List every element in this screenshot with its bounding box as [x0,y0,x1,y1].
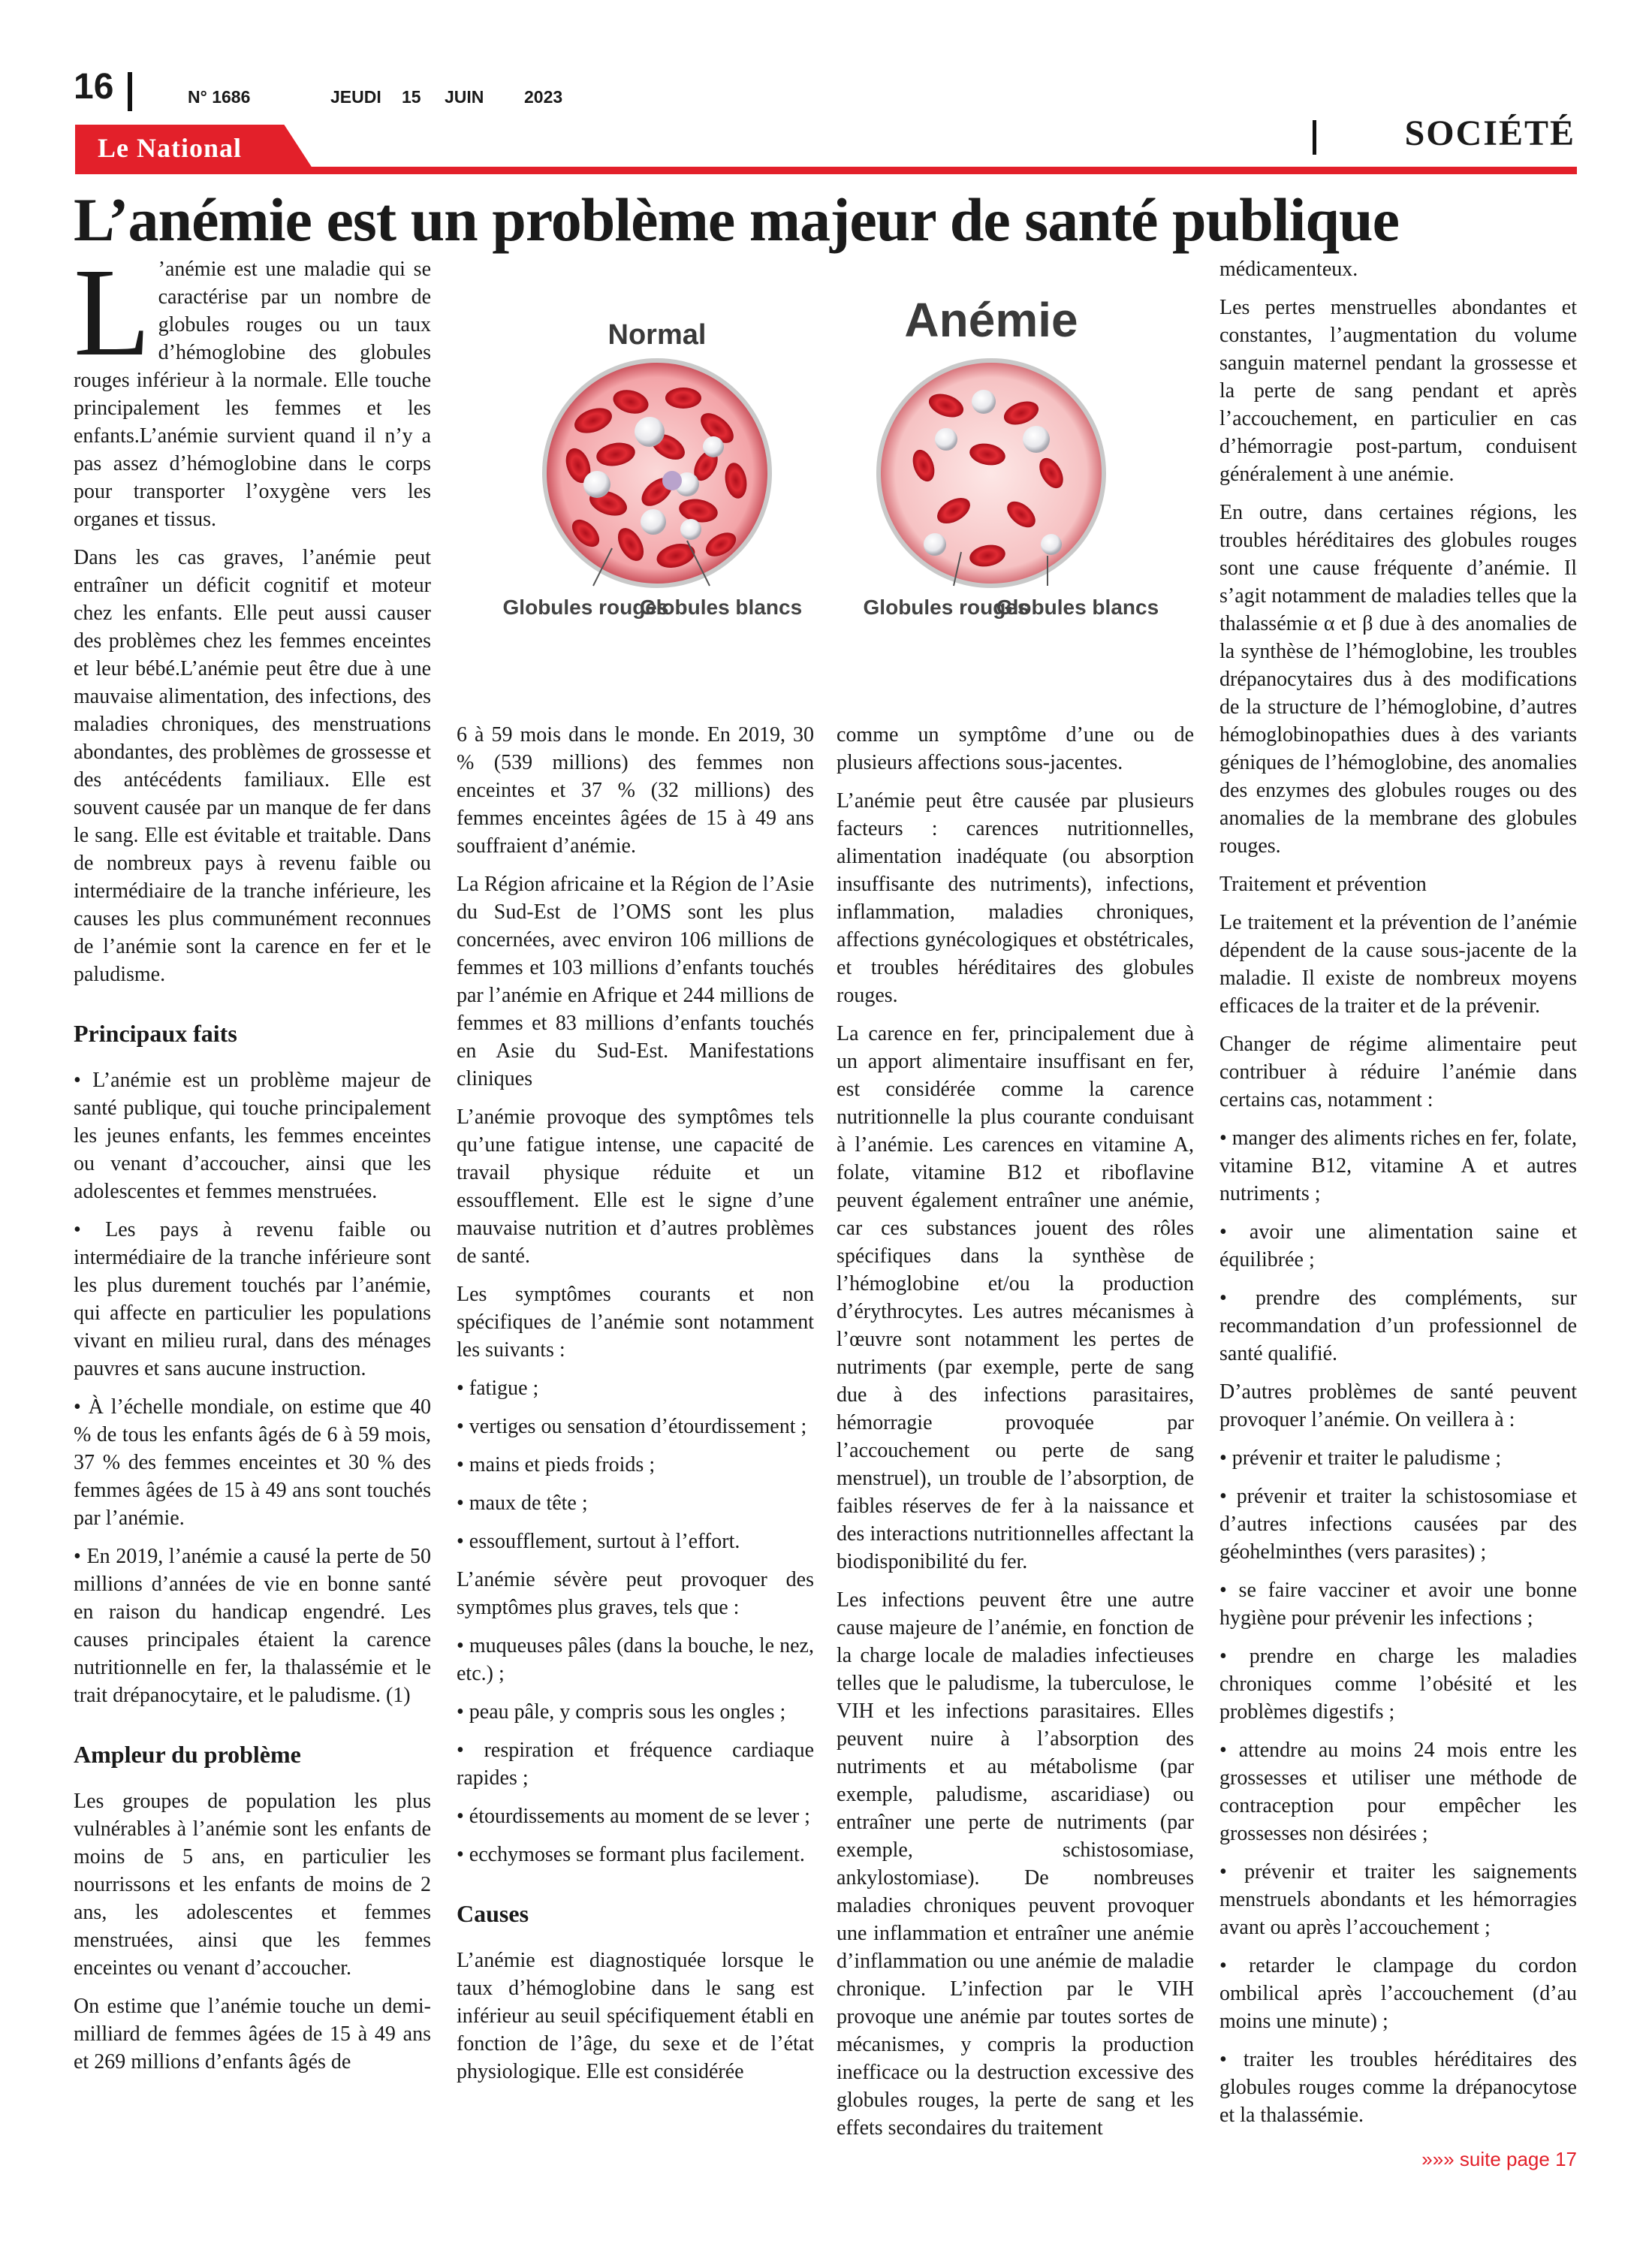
bullet-item: • L’anémie est un problème majeur de santé publique, qui touche principalement les jeunes enfants, les femmes enceintes ou venant d’accoucher, ainsi que les adolescentes et femmes menstruées. [74,1069,431,1203]
issue-month: JUIN [445,87,484,107]
page-number-divider [128,72,132,111]
bullet-item: • mains et pieds froids ; [457,1453,656,1476]
subheading: Causes [457,1900,529,1927]
bullet-item: • muqueuses pâles (dans la bouche, le nez, etc.) ; [457,1634,814,1685]
normal-red-cells-label: Globules rouges [502,596,669,619]
intro-text: ’anémie est une maladie qui se caractérise par un nombre de globules rouges ou un taux d’hémoglobine des globules rouges inférieur à la normale. Elle touche principalement les femmes et les enfants.L’anémie survient quand il n’y a pas assez d’hémoglobine dans le corps pour transporter l’oxygène vers les organes et tissus. [74,258,431,531]
bullet-item: • avoir une alimentation saine et équilibrée ; [1219,1220,1577,1271]
paragraph: Les groupes de population les plus vulnérables à l’anémie sont les enfants de moins de 5 ans, en particulier les nourrissons et les enfants de moins de 2 ans, les adolescentes et femmes menstruées, ainsi que les femmes enceintes ou venant d’accoucher. [74,1790,431,1980]
newspaper-brand: Le National [98,133,243,163]
article-column-3 [837,721,1194,2152]
bullet-item: • À l’échelle mondiale, on estime que 40 % de tous les enfants âgés de 6 à 59 mois, 37 % des femmes enceintes et 30 % des femmes âgées de 15 à 49 ans sont touchés par l’anémie. [74,1395,431,1530]
bullet-item: • prendre en charge les maladies chroniques comme l’obésité et les problèmes digestifs ; [1219,1645,1577,1724]
bullet-item: • prévenir et traiter le paludisme ; [1219,1446,1502,1470]
anemia-comparison-figure [496,255,1171,691]
bullet-item: • prévenir et traiter la schistosomiase et d’autres infections causées par des géohelminthes (vers parasites) ; [1219,1485,1577,1564]
paragraph: L’anémie est diagnostiquée lorsque le taux d’hémoglobine dans le sang est inférieur au seuil spécifiquement établi en fonction de l’âge, du sexe et de l’état physiologique. Elle est considérée [457,1949,814,2083]
paragraph: Les infections peuvent être une autre cause majeure de l’anémie, en fonction de la charge locale de maladies infectieuses telles que le paludisme, la tuberculose, le VIH et les infections parasitaires. Elles peuvent nuire à l’absorption des nutriments et au métabolisme (par exemple, paludisme, ascaridiase) ou entraîner une perte de nutriments (par exemple, schistosomiase, ankylostomiase). De nombreuses maladies chroniques peuvent provoquer une inflammation et entraîner une anémie d’inflammation ou une anémie de maladie chronique. L’infection par le VIH provoque une anémie par toutes sortes de mécanismes, y compris la production inefficace ou la destruction excessive des globules rouges, la perte de sang et les effets secondaires du traitement [837,1588,1194,2140]
article-column-1 [74,243,431,2086]
paragraph: La carence en fer, principalement due à un apport alimentaire insuffisant en fer, est considérée comme la carence nutritionnelle la plus courante conduisant à l’anémie. Les carences en vitamine A, folate, vitamine B12 et riboflavine peuvent également entraîner une anémie, car ces substances jouent des rôles spécifiques dans la synthèse de l’hémoglobine et/ou la production d’érythrocytes. Les autres mécanismes à l’œuvre sont notamment les pertes de nutriments (par exemple, perte de sang due à des infections parasitaires, hémorragie provoquée par l’accouchement ou perte de sang menstruel), un trouble de l’absorption, de faibles réserves de fer à la naissance et des interactions nutritionnelles affectant la biodisponibilité du fer. [837,1022,1194,1573]
subheading: Ampleur du problème [74,1741,301,1768]
drop-cap: L [74,243,151,382]
bullet-item: • retarder le clampage du cordon ombilical après l’accouchement (d’au moins une minute) ; [1219,1954,1577,2033]
paragraph: comme un symptôme d’une ou de plusieurs affections sous-jacentes. [837,723,1194,774]
subheading: Principaux faits [74,1020,237,1047]
section-divider [1313,120,1316,155]
paragraph: Traitement et prévention [1219,873,1427,896]
continue-text: suite page [1459,2148,1550,2170]
bullet-item: • prévenir et traiter les saignements menstruels abondants et les hémorragies avant ou après l’accouchement ; [1219,1860,1577,1939]
bullet-item: • peau pâle, y compris sous les ongles ; [457,1700,786,1724]
svg-text:Globules blancs [640,596,802,619]
issue-day: JEUDI [330,87,381,107]
paragraph: On estime que l’anémie touche un demi-milliard de femmes âgées de 15 à 49 ans et 269 millions d’enfants âgés de [74,1995,431,2074]
bullet-item: • En 2019, l’anémie a causé la perte de 50 millions d’années de vie en bonne santé en raison du handicap engendré. Les causes principales étaient la carence nutritionnelle en fer, la thalassémie et le trait drépanocytaire, et le paludisme. (1) [74,1545,431,1707]
continued-on-page [1421,2148,1577,2171]
paragraph: Le traitement et la prévention de l’anémie dépendent de la cause sous-jacente de la maladie. Il existe de nombreux moyens efficaces de la traiter et de la prévenir. [1219,911,1577,1018]
issue-year: 2023 [524,87,563,107]
bullet-item: • étourdissements au moment de se lever ; [457,1805,810,1828]
anemia-white-cells-label: Globules blancs [996,596,1159,619]
section-title: SOCIÉTÉ [1404,113,1575,153]
bullet-item: • se faire vacciner et avoir une bonne hygiène pour prévenir les infections ; [1219,1579,1577,1630]
bullet-item: • traiter les troubles héréditaires des globules rouges comme la drépanocytose et la thalassémie. [1219,2048,1577,2127]
paragraph: L’anémie peut être causée par plusieurs facteurs : carences nutritionnelles, alimentation inadéquate (ou absorption insuffisante des nutriments), infections, inflammation, maladies chroniques, affections gynécologiques et obstétricales, et troubles héréditaires des globules rouges. [837,789,1194,1007]
header-rule [75,167,1577,174]
paragraph: Dans les cas graves, l’anémie peut entraîner un déficit cognitif et moteur chez les enfants. Elle peut aussi causer des problèmes chez les femmes enceintes et leur bébé.L’anémie peut être due à une mauvaise alimentation, des infections, des maladies chroniques, des menstruations abondantes, des problèmes de grossesse et des antécédents familiaux. Elle est souvent causée par un manque de fer dans le sang. Elle est évitable et traitable. Dans de nombreux pays à revenu faible ou intermédiaire de la tranche inférieure, les causes les plus communément reconnues de l’anémie sont la carence en fer et le paludisme. [74,546,431,986]
article-headline: L’anémie est un problème majeur de santé publique [74,185,1400,254]
bullet-item: • respiration et fréquence cardiaque rapides ; [457,1739,814,1790]
issue-number: N° 1686 [188,87,251,107]
bullet-item: • prendre des compléments, sur recommandation d’un professionnel de santé qualifié. [1219,1286,1577,1365]
bullet-item: • manger des aliments riches en fer, folate, vitamine B12, vitamine A et autres nutriments ; [1219,1126,1577,1205]
paragraph: Les symptômes courants et non spécifiques de l’anémie sont notamment les suivants : [457,1283,814,1362]
issue-date: 15 [402,87,421,107]
bullet-item: • maux de tête ; [457,1491,588,1515]
paragraph: L’anémie provoque des symptômes tels qu’une fatigue intense, une capacité de travail physique réduite et un essoufflement. Elle est le signe d’une mauvaise nutrition et d’autres problèmes de santé. [457,1105,814,1268]
paragraph: 6 à 59 mois dans le monde. En 2019, 30 % (539 millions) des femmes non enceintes et 37 % (32 millions) des femmes enceintes âgées de 15 à 49 ans souffraient d’anémie. [457,723,814,858]
figure-anemia-title: Anémie [904,293,1078,347]
bullet-item: • fatigue ; [457,1377,539,1400]
page-number: 16 [74,67,114,107]
svg-text:Globules blancs [996,596,1159,619]
bullet-item: • vertiges ou sensation d’étourdissement ; [457,1415,807,1438]
article-column-2 [457,721,814,2096]
paragraph: La Région africaine et la Région de l’Asie du Sud-Est de l’OMS sont les plus concernées, avec environ 106 millions de femmes et 103 millions d’enfants touchés par l’anémie en Afrique et 244 millions de femmes et 83 millions d’enfants touchés en Asie du Sud-Est. Manifestations cliniques [457,873,814,1090]
paragraph: En outre, dans certaines régions, les troubles héréditaires des globules rouges sont une cause fréquente d’anémie. Il s’agit notamment de maladies telles que la thalassémie α et β due à des anomalies de la synthèse de l’hémoglobine, les troubles drépanocytaires dus à des modifications de la structure de l’hémoglobine, d’autres hémoglobinopathies dues à des variants géniques de l’hémoglobine, des anomalies des enzymes des globules rouges ou des anomalies de la membrane des globules rouges. [1219,501,1577,858]
paragraph: L’anémie sévère peut provoquer des symptômes plus graves, tels que : [457,1568,814,1619]
paragraph: médicamenteux. [1219,258,1358,281]
paragraph: Les pertes menstruelles abondantes et constantes, l’augmentation du volume sanguin maternel pendant la grossesse et la perte de sang pendant et après l’accouchement, en particulier en cas d’hémorragie post-partum, conduisent généralement à une anémie. [1219,296,1577,486]
normal-white-cells-label: Globules blancs [639,596,803,619]
paragraph: D’autres problèmes de santé peuvent provoquer l’anémie. On veillera à : [1219,1380,1577,1431]
bullet-item: • ecchymoses se formant plus facilement. [457,1843,805,1866]
article-column-4 [1219,255,1577,2140]
continue-marker: »»» [1421,2148,1455,2170]
anemia-red-cells-label: Globules rouges [863,596,1029,619]
bullet-item: • essoufflement, surtout à l’effort. [457,1530,740,1553]
bullet-item: • attendre au moins 24 mois entre les grossesses et utiliser une méthode de contraception pour empêcher les grossesses non désirées ; [1219,1739,1577,1845]
bullet-item: • Les pays à revenu faible ou intermédiaire de la tranche inférieure sont les plus durement touchés par l’anémie, qui affecte en particulier les populations vivant en milieu rural, dans des ménages pauvres et sans aucune instruction. [74,1218,431,1380]
paragraph: Changer de régime alimentaire peut contribuer à réduire l’anémie dans certains cas, notamment : [1219,1033,1577,1111]
continue-page-number: 17 [1555,2148,1577,2170]
figure-normal-title: Normal [607,319,707,351]
intro-paragraph [74,243,431,533]
